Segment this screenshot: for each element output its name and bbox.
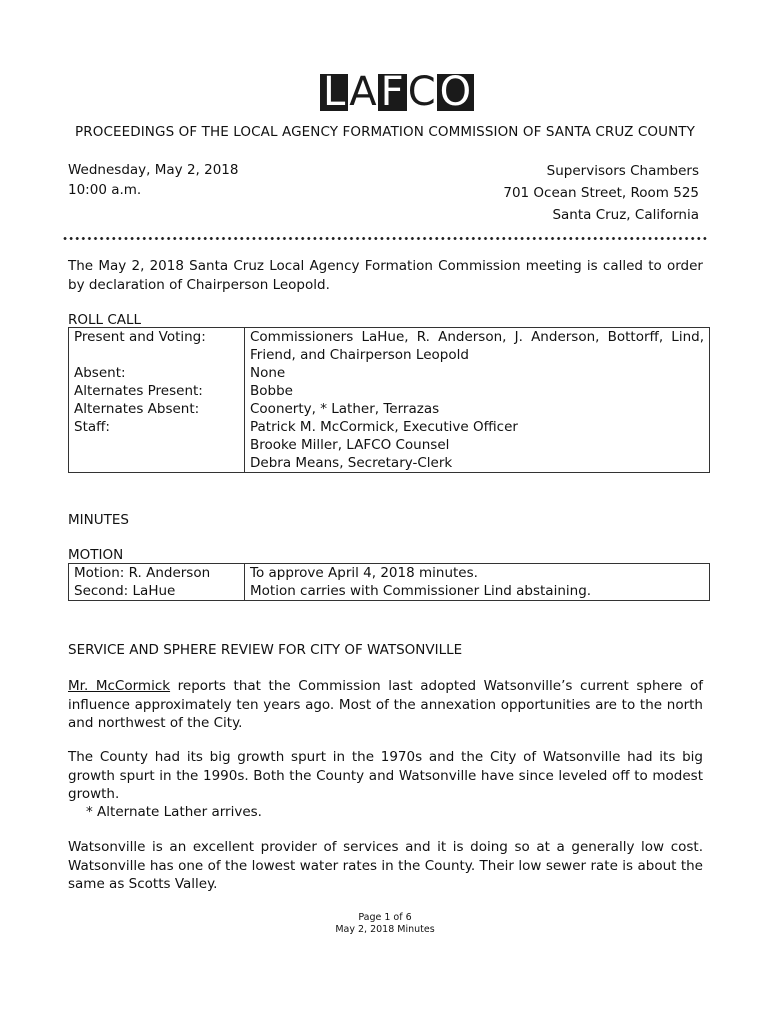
speaker-name: Mr. McCormick: [68, 678, 171, 694]
motion-by: Motion: R. Anderson: [74, 565, 211, 581]
document-title: PROCEEDINGS OF THE LOCAL AGENCY FORMATION COMMISSION OF SANTA CRUZ COUNTY: [75, 124, 695, 140]
second-by: Second: LaHue: [74, 583, 176, 599]
meeting-time: 10:00 a.m.: [68, 182, 142, 198]
service-review-heading: SERVICE AND SPHERE REVIEW FOR CITY OF WATSONVILLE: [68, 642, 463, 658]
logo-letter-l: L: [320, 74, 348, 111]
motion-heading: MOTION: [68, 547, 124, 563]
motion-table: [68, 563, 710, 601]
review-paragraph-3: Watsonville is an excellent provider of services and it is doing so at a generally low cost. Watsonville has one of the lowest water rates in the County. Their low sewer rate is about the same as Scotts Valley.: [68, 839, 703, 892]
minutes-heading: MINUTES: [68, 512, 129, 528]
roll-call-labels: [69, 328, 245, 473]
label-alternates-absent: Alternates Absent:: [74, 401, 200, 417]
logo-letter-c: C: [407, 69, 436, 115]
value-staff-3: Debra Means, Secretary-Clerk: [250, 455, 453, 471]
roll-call-heading: ROLL CALL: [68, 312, 142, 328]
review-paragraph-1-text: reports that the Commission last adopted Watsonville’s current sphere of influence approximately ten years ago. Most of the annexation opportunities are to the north and northwest of the City.: [68, 678, 703, 731]
meeting-date-time: [68, 160, 238, 200]
page-number: Page 1 of 6: [358, 912, 412, 923]
footer-doc-title: May 2, 2018 Minutes: [335, 924, 435, 935]
motion-labels: [69, 564, 245, 601]
label-absent: Absent:: [74, 365, 126, 381]
review-paragraph-1: [68, 677, 703, 733]
location-line-1: Supervisors Chambers: [546, 163, 699, 179]
value-present: Commissioners LaHue, R. Anderson, J. Anderson, Bottorff, Lind, Friend, and Chairperson Leopold: [250, 329, 704, 363]
motion-values: [245, 564, 710, 601]
meeting-location: [503, 160, 699, 226]
label-alternates-present: Alternates Present:: [74, 383, 203, 399]
intro-paragraph: The May 2, 2018 Santa Cruz Local Agency Formation Commission meeting is called to order by declaration of Chairperson Leopold.: [68, 258, 703, 293]
meeting-date: Wednesday, May 2, 2018: [68, 162, 239, 178]
logo-letter-o: O: [437, 74, 474, 111]
review-paragraph-2: The County had its big growth spurt in the 1970s and the City of Watsonville had its big growth spurt in the 1990s. Both the County and Watsonville have since leveled off to modest growth.: [68, 749, 703, 802]
roll-call-table: [68, 327, 710, 473]
lafco-logo: [320, 69, 474, 115]
dotted-divider: [62, 236, 707, 241]
value-staff-2: Brooke Miller, LAFCO Counsel: [250, 437, 450, 453]
location-line-3: Santa Cruz, California: [552, 207, 699, 223]
motion-text: To approve April 4, 2018 minutes.: [250, 565, 478, 581]
value-staff-1: Patrick M. McCormick, Executive Officer: [250, 419, 518, 435]
roll-call-values: [245, 328, 710, 473]
logo-letter-f: F: [378, 74, 407, 111]
motion-result: Motion carries with Commissioner Lind abstaining.: [250, 583, 592, 599]
value-alternates-present: Bobbe: [250, 383, 293, 399]
label-staff: Staff:: [74, 419, 110, 435]
logo-letter-a: A: [349, 69, 377, 115]
page-footer: [0, 912, 770, 936]
alternate-arrival-note: * Alternate Lather arrives.: [86, 804, 262, 820]
value-absent: None: [250, 365, 286, 381]
value-alternates-absent: Coonerty, * Lather, Terrazas: [250, 401, 440, 417]
location-line-2: 701 Ocean Street, Room 525: [503, 185, 699, 201]
label-present: Present and Voting:: [74, 329, 206, 345]
